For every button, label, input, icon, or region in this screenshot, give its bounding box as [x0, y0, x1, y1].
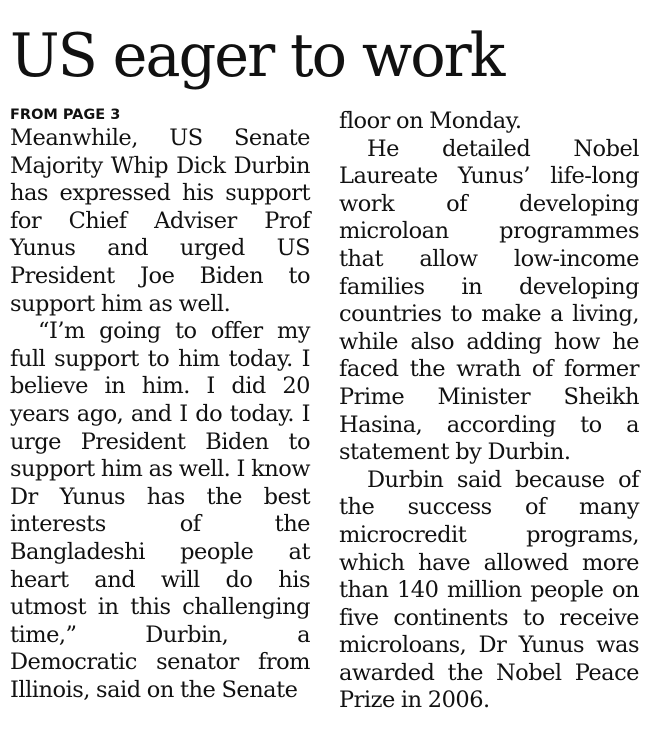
- article-paragraph: Durbin said because of the success of many microcredit programs, which have allowed more than 140 million people on five continents to receive microloans, Dr Yunus was awarded the Nobel Peace Prize in 2006.: [339, 466, 639, 714]
- article-column-left: [10, 106, 310, 704]
- article-paragraph: He detailed Nobel Laureate Yunus’ life-long work of developing microloan programmes that allow low-income families in developing countries to make a living, while also adding how he faced the wrath of former Prime Minister Sheikh Hasina, according to a statement by Durbin.: [339, 135, 639, 466]
- continued-from-kicker: FROM PAGE 3: [10, 107, 121, 123]
- article-paragraph: “I’m going to offer my full support to him today. I believe in him. I did 20 years ago, and I do today. I urge President Biden to support him as well. I know Dr Yunus has the best interests of the Bangladeshi people at heart and will do his utmost in this challenging time,” Durbin, a Democratic senator from Illinois, said on the Senate: [10, 318, 310, 703]
- article-column-right: [339, 108, 639, 715]
- article-paragraph: floor on Monday.: [339, 108, 522, 134]
- article-headline: US eager to work: [10, 21, 504, 91]
- article-paragraph: Meanwhile, US Senate Majority Whip Dick Durbin has expressed his support for Chief Adviser Prof Yunus and urged US President Joe Biden to support him as well.: [10, 125, 310, 317]
